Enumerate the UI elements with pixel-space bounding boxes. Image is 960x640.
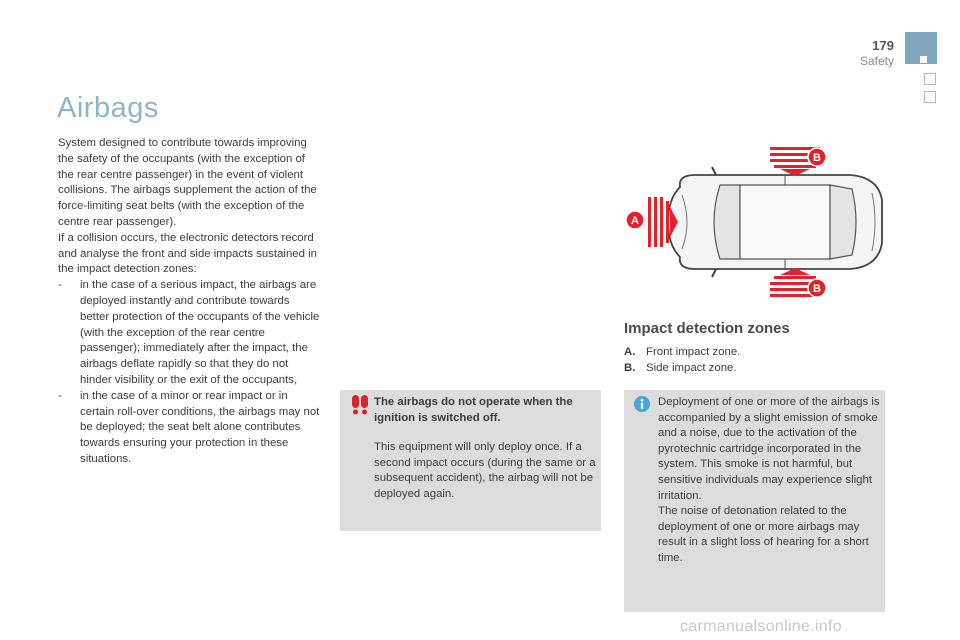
bullet-text: in the case of a serious impact, the airbags are deployed instantly and contribute towards better protection of the occupants of the vehicle (with the exception of the rear centre passenger); immediately after the impact, the airbags deflate rapidly so that they do not hinder visibility or the exit of the occupants, [80,279,320,386]
page-title: Airbags [57,92,159,124]
zone-label: A. [624,346,636,358]
label-b-bottom-icon [808,279,826,297]
info-icon [634,396,650,412]
info-paragraph: Deployment of one or more of the airbags is accompanied by a slight emission of smoke and a noise, due to the activation of the pyrotechnic cartridge incorporated in the system. This smoke is not harmful, but sensitive individuals may experience slight irritation. [658,396,880,502]
car-roof [740,185,830,259]
info-paragraph: The noise of detonation related to the deployment of one or more airbags may result in a slight loss of hearing for a short time. [658,505,869,564]
label-a: A [631,215,639,227]
intro-paragraph: If a collision occurs, the electronic detectors record and analyse the front and side impacts sustained in the impact detection zones: [58,231,317,276]
warning-body: This equipment will only deploy once. If a second impact occurs (during the same or a subsequent accident), the airbag will not be deployed again. [374,441,596,500]
info-body [658,395,880,567]
zone-text: Side impact zone. [646,361,737,374]
warning-title: The airbags do not operate when the ignition is switched off. [374,396,573,424]
label-b-top-icon [808,148,826,166]
bullet-dash: - [58,389,62,402]
page-number: 179 [872,38,894,53]
bullet-item [58,389,320,468]
tab-square-icon [920,56,927,63]
car-mirror [712,167,716,175]
zone-list [624,345,740,377]
intro-text [58,136,320,468]
car-windscreen [714,185,740,259]
zone-label: B. [624,361,636,374]
label-a-icon [626,211,644,229]
zone-row [624,345,740,361]
impact-zones-heading: Impact detection zones [624,320,790,337]
watermark: carmanualsonline.info [680,618,842,635]
car-mirror [712,269,716,277]
info-box [624,390,885,612]
bullet-item [58,278,320,389]
warning-box [340,390,601,531]
warning-icon [352,395,368,415]
label-b-top: B [813,152,821,164]
section-name: Safety [859,54,894,68]
zone-row [624,361,740,377]
bullet-text: in the case of a minor or rear impact or in certain roll-over conditions, the airbags may not be deployed; the seat belt alone contributes towards ensuring your protection in these situations. [80,389,320,465]
intro-paragraph: System designed to contribute towards improving the safety of the occupants (with the exception of the rear centre passenger) in the event of violent collisions. The airbags supplement the action of the force-limiting seat belts (with the exception of the centre rear passenger). [58,137,317,228]
label-b-bottom: B [813,283,821,295]
car-impact-diagram [620,145,890,300]
nav-box-icon [924,73,936,85]
zone-text: Front impact zone. [646,346,741,358]
car-rear-window [830,185,856,259]
nav-box-icon [924,91,936,103]
bullet-dash: - [58,279,62,292]
